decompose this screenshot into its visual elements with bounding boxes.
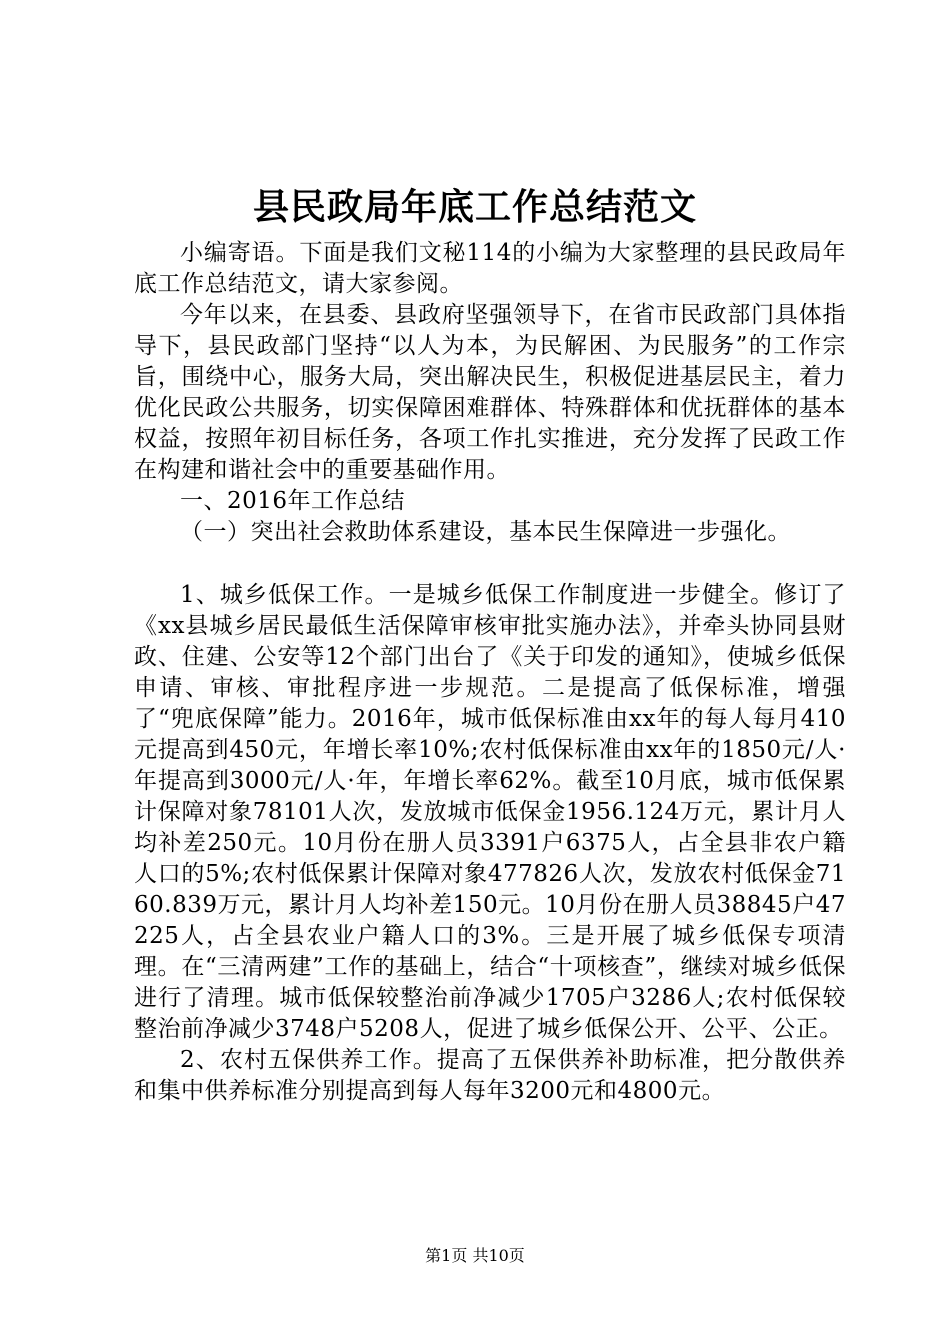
document-title: 县民政局年底工作总结范文	[252, 186, 697, 228]
subsection-heading: （一）突出社会救助体系建设，基本民生保障进一步强化。	[180, 519, 791, 545]
low-income-paragraph: 1、城乡低保工作。一是城乡低保工作制度进一步健全。修订了《xx县城乡居民最低生活保障审核审批实施办法》，并牵头协同县财政、住建、公安等12个部门出台了《关于印发的通知》，使城乡低保申请、审核、审批程序进一步规范。二是提高了低保标准，增强了“兜底保障”能力。2016年，城市低保标准由xx年的每人每月410元提高到450元，年增长率10%;农村低保标准由xx年的1850元/人·年提高到3000元/人·年，年增长率62%。截至10月底，城市低保累计保障对象78101人次，发放城市低保金1956.124万元，累计月人均补差250元。10月份在册人员3391户6375人，占全县非农户籍人口的5%;农村低保累计保障对象477826人次，发放农村低保金7160.839万元，累计月人均补差150元。10月份在册人员38845户47225人，占全县农业户籍人口的3%。三是开展了城乡低保专项清理。在“三清两建”工作的基础上，结合“十项核查”，继续对城乡低保进行了清理。城市低保较整治前净减少1705户3286人;农村低保较整治前净减少3748户5208人，促进了城乡低保公开、公平、公正。	[134, 582, 846, 1042]
section-heading: 一、2016年工作总结	[180, 488, 406, 514]
overview-paragraph: 今年以来，在县委、县政府坚强领导下，在省市民政部门具体指导下，县民政部门坚持“以人为本，为民解困、为民服务”的工作宗旨，围绕中心，服务大局，突出解决民生，积极促进基层民主，着力优化民政公共服务，切实保障困难群体、特殊群体和优抚群体的基本权益，按照年初目标任务，各项工作扎实推进，充分发挥了民政工作在构建和谐社会中的重要基础作用。	[134, 302, 846, 483]
page-footer: 第1页 共10页	[425, 1246, 525, 1265]
paragraph-gap	[134, 548, 846, 580]
document-body	[134, 238, 846, 1107]
five-guarantee-paragraph: 2、农村五保供养工作。提高了五保供养补助标准，把分散供养和集中供养标准分别提高到每人每年3200元和4800元。	[134, 1047, 846, 1104]
intro-paragraph: 小编寄语。下面是我们文秘114的小编为大家整理的县民政局年底工作总结范文，请大家参阅。	[134, 240, 846, 297]
